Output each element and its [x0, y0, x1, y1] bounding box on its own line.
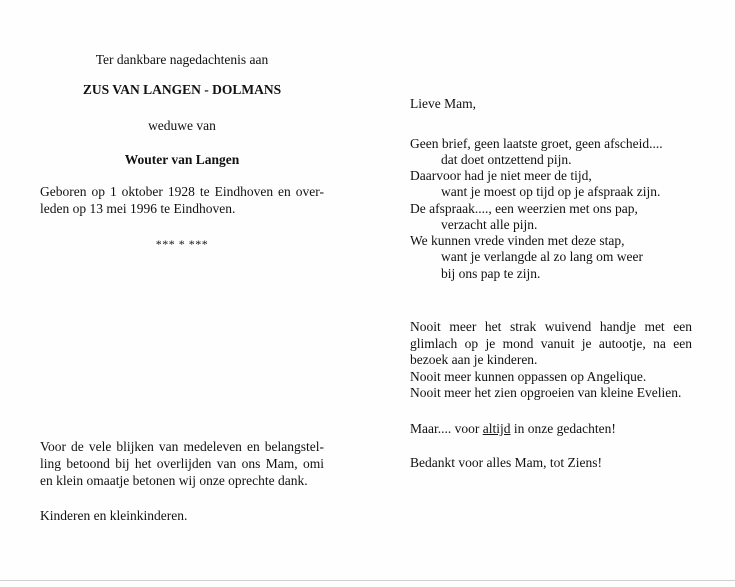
- always-word: altijd: [482, 421, 511, 436]
- angelique-line: Nooit meer kunnen oppassen op Angelique.: [410, 369, 647, 384]
- paragraph-line-2: glimlach op je mond vanuit je autootje, na een: [410, 336, 692, 351]
- poem-line-5: De afspraak...., een weerzien met ons pap,: [410, 201, 638, 216]
- poem-line-6: verzacht alle pijn.: [441, 217, 538, 232]
- farewell: Bedankt voor alles Mam, tot Ziens!: [410, 455, 602, 470]
- poem-line-7: We kunnen vrede vinden met deze stap,: [410, 233, 625, 248]
- poem-line-9: bij ons pap te zijn.: [441, 266, 541, 281]
- poem-line-1: Geen brief, geen laatste groet, geen afscheid....: [410, 136, 663, 151]
- poem-line-3: Daarvoor had je niet meer de tijd,: [410, 168, 592, 183]
- husband-name: Wouter van Langen: [124, 152, 240, 167]
- thanks-line-2: ling betoond bij het overlijden van ons Mam, omi: [40, 456, 324, 471]
- paragraph-line-1: Nooit meer het strak wuivend handje met een: [410, 319, 692, 334]
- greeting: Lieve Mam,: [410, 96, 476, 111]
- poem-line-8: want je verlangde al zo lang om weer: [441, 249, 644, 264]
- thanks-line-1: Voor de vele blijken van medeleven en belangstel-: [40, 439, 324, 454]
- thanks-line-3: en klein omaatje betonen wij onze oprechte dank.: [40, 473, 308, 488]
- widow-of-label: weduwe van: [148, 118, 216, 133]
- evelien-line: Nooit meer het zien opgroeien van kleine Evelien.: [410, 385, 682, 400]
- signed-by: Kinderen en kleinkinderen.: [40, 508, 188, 523]
- always-in-thoughts: [410, 421, 616, 437]
- poem-line-2: dat doet ontzettend pijn.: [441, 152, 572, 167]
- poem-line-4: want je moest op tijd op je afspraak zijn.: [441, 184, 661, 199]
- always-post: in onze gedachten!: [510, 421, 616, 436]
- separator-stars: *** * ***: [155, 237, 209, 251]
- birth-death-line-1: Geboren op 1 oktober 1928 te Eindhoven en over-: [40, 184, 324, 199]
- deceased-name: ZUS VAN LANGEN - DOLMANS: [82, 82, 282, 97]
- birth-death-line-2: leden op 13 mei 1996 te Eindhoven.: [40, 201, 236, 216]
- card-bottom-edge: [0, 580, 735, 581]
- paragraph-line-3: bezoek aan je kinderen.: [410, 352, 538, 367]
- always-pre: Maar.... voor: [410, 421, 483, 436]
- in-memory-heading: Ter dankbare nagedachtenis aan: [95, 52, 269, 67]
